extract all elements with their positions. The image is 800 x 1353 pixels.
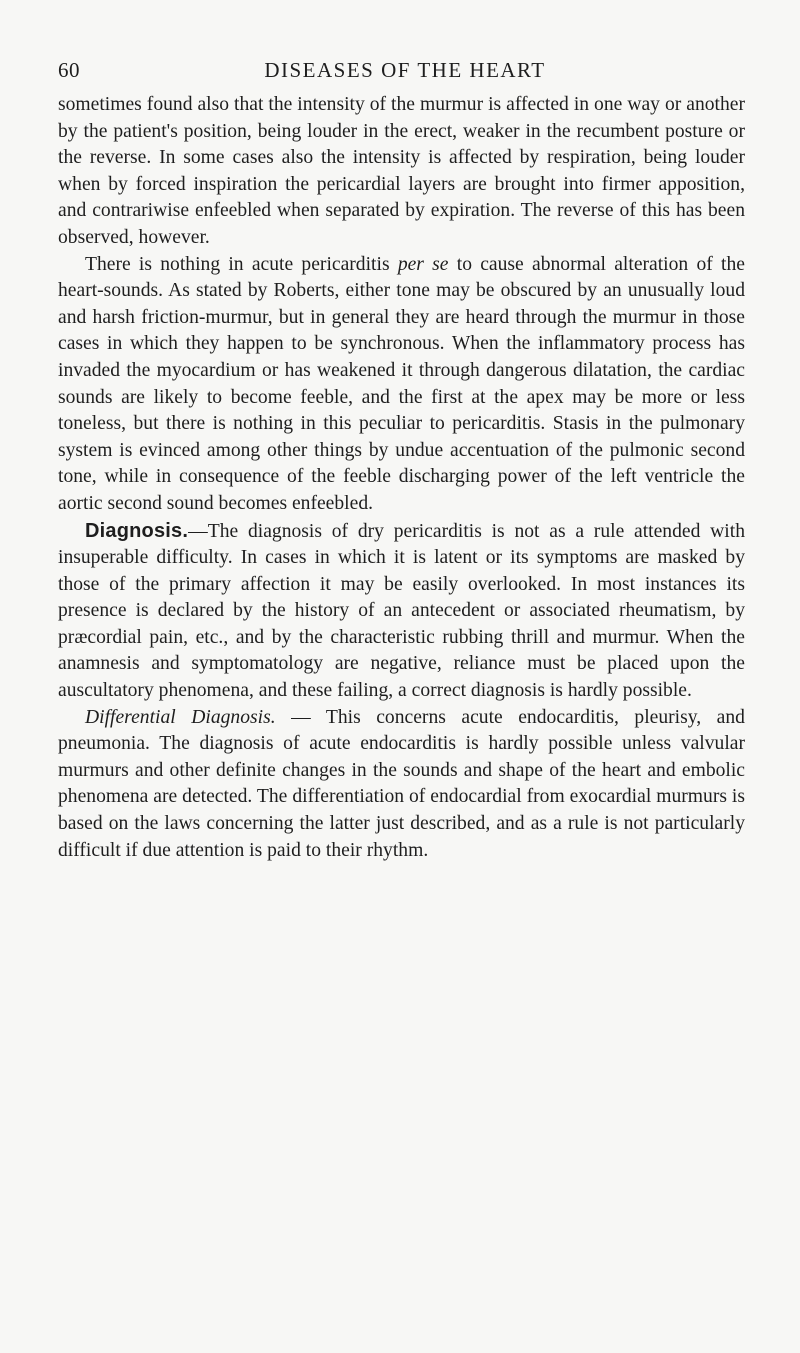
paragraph-text: — This concerns acute endocarditis, pleurisy, and pneumonia. The diagnosis of acute endocarditis is hardly possible unless valvular murmurs and other definite changes in the sounds and shape of the heart and embolic phenomena are detected. The differentiation of endocardial from exocardial murmurs is based on the laws concerning the latter just described, and as a rule is not particularly difficult if due attention is paid to their rhythm.: [58, 706, 745, 861]
section-heading-diagnosis: Diagnosis.: [85, 519, 189, 542]
italic-phrase: per se: [397, 253, 449, 275]
paragraph-text: —The diagnosis of dry pericarditis is not as a rule attended with insuperable difficulty. In cases in which it is latent or its symptoms are masked by those of the primary affection it may be easily overlooked. In most instances its presence is declared by the history of an antecedent or associated rheumatism, by præcordial pain, etc., and by the characteristic rubbing thrill and murmur. When the anamnesis and symptomatology are negative, reliance must be placed upon the auscultatory phenomena, and these failing, a correct diagnosis is hardly possible.: [58, 520, 745, 702]
section-heading-differential-diagnosis: Differential Diagnosis.: [85, 706, 276, 728]
page-number: 60: [58, 58, 80, 82]
body-text: [58, 92, 745, 864]
paragraph-text: sometimes found also that the intensity of the murmur is affected in one way or another by the patient's position, being louder in the erect, weaker in the recumbent posture or the reverse. In some cases also the intensity is affected by respiration, being louder when by forced inspiration the pericardial layers are brought into firmer apposition, and contrariwise enfeebled when separated by expiration. The reverse of this has been observed, however.: [58, 94, 745, 248]
running-head: [58, 58, 742, 86]
paragraph-text: There is nothing in acute pericarditis: [85, 253, 398, 275]
paragraph-text: to cause abnormal alteration of the heart-sounds. As stated by Roberts, either tone may be obscured by an unusually loud and harsh friction-murmur, but in general they are heard through the murmur in those cases in which they happen to be synchronous. When the inflammatory process has invaded the myocardium or has weakened it through dangerous dilatation, the cardiac sounds are likely to become feeble, and the first at the apex may be more or less toneless, but there is nothing in this peculiar to pericarditis. Stasis in the pulmonary system is evinced among other things by undue accentuation of the pulmonic second tone, while in consequence of the feeble discharging power of the left ventricle the aortic second sound becomes enfeebled.: [58, 253, 745, 514]
paragraph-differential-diagnosis: [58, 705, 745, 865]
running-title: DISEASES OF THE HEART: [264, 58, 546, 82]
paragraph-diagnosis: [58, 518, 745, 705]
paragraph-heart-sounds: [58, 252, 745, 518]
paragraph-continuation: [58, 92, 745, 252]
